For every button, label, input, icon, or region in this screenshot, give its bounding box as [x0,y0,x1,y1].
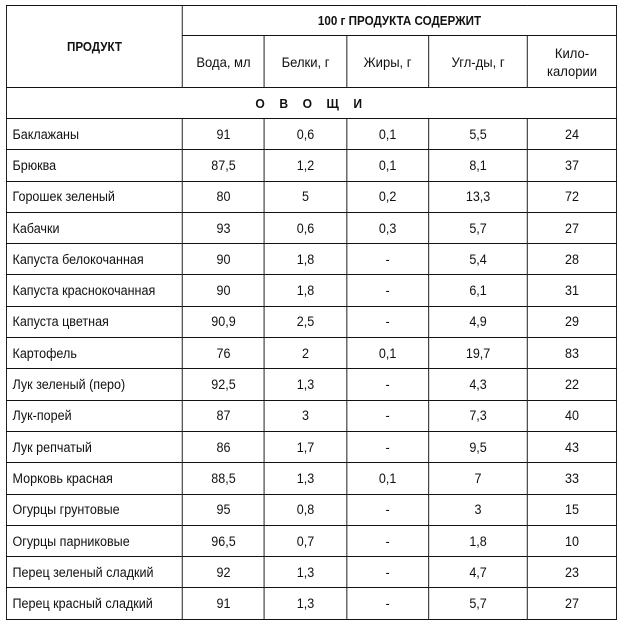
product-name: Перец красный сладкий [6,588,182,619]
table-row [6,181,616,212]
protein-cell: 0,7 [265,525,347,556]
section-vegetables: О В О Щ И [6,88,616,119]
water-cell: 90,9 [182,306,264,337]
protein-cell: 1,2 [265,150,347,181]
carbs-cell: 13,3 [429,181,528,212]
protein-cell: 1,3 [265,557,347,588]
fat-cell: 0,1 [347,338,429,369]
header-kcal: Кило- калории [527,36,616,88]
fat-cell: 0,2 [347,181,429,212]
carbs-cell: 5,4 [429,244,528,275]
water-cell: 91 [182,119,264,150]
header-water: Вода, мл [182,36,264,88]
water-cell: 96,5 [182,525,264,556]
water-cell: 87,5 [182,150,264,181]
nutrition-table-container [6,5,624,620]
fat-cell: - [347,588,429,619]
fat-cell: - [347,369,429,400]
carbs-cell: 19,7 [429,338,528,369]
kcal-cell: 37 [527,150,616,181]
fat-cell: 0,1 [347,463,429,494]
carbs-cell: 5,5 [429,119,528,150]
fat-cell: 0,3 [347,212,429,243]
kcal-cell: 15 [527,494,616,525]
kcal-cell: 33 [527,463,616,494]
carbs-cell: 4,7 [429,557,528,588]
table-row [6,400,616,431]
product-name: Огурцы парниковые [6,525,182,556]
kcal-cell: 83 [527,338,616,369]
carbs-cell: 4,3 [429,369,528,400]
table-row [6,150,616,181]
protein-cell: 1,7 [265,431,347,462]
carbs-cell: 9,5 [429,431,528,462]
fat-cell: - [347,400,429,431]
protein-cell: 0,6 [265,119,347,150]
water-cell: 95 [182,494,264,525]
water-cell: 92,5 [182,369,264,400]
kcal-cell: 10 [527,525,616,556]
table-header [6,6,616,88]
fat-cell: 0,1 [347,119,429,150]
table-row [6,431,616,462]
product-name: Перец зеленый сладкий [6,557,182,588]
carbs-cell: 1,8 [429,525,528,556]
water-cell: 88,5 [182,463,264,494]
fat-cell: - [347,431,429,462]
table-row [6,494,616,525]
product-name: Лук репчатый [6,431,182,462]
protein-cell: 1,3 [265,369,347,400]
fat-cell: - [347,557,429,588]
product-name: Лук зеленый (перо) [6,369,182,400]
kcal-cell: 43 [527,431,616,462]
water-cell: 76 [182,338,264,369]
header-carbs: Угл-ды, г [429,36,528,88]
table-row [6,369,616,400]
carbs-cell: 6,1 [429,275,528,306]
kcal-cell: 29 [527,306,616,337]
header-group: 100 г ПРОДУКТА СОДЕРЖИТ [182,6,616,36]
protein-cell: 1,3 [265,588,347,619]
header-fat: Жиры, г [347,36,429,88]
protein-cell: 2 [265,338,347,369]
water-cell: 91 [182,588,264,619]
kcal-cell: 22 [527,369,616,400]
water-cell: 90 [182,275,264,306]
fat-cell: - [347,525,429,556]
kcal-cell: 31 [527,275,616,306]
kcal-cell: 24 [527,119,616,150]
water-cell: 86 [182,431,264,462]
protein-cell: 1,8 [265,275,347,306]
carbs-cell: 7 [429,463,528,494]
table-row [6,244,616,275]
product-name: Кабачки [6,212,182,243]
fat-cell: - [347,494,429,525]
table-row [6,557,616,588]
product-name: Горошек зеленый [6,181,182,212]
table-body [6,88,616,620]
header-protein: Белки, г [265,36,347,88]
carbs-cell: 5,7 [429,212,528,243]
table-row [6,212,616,243]
fat-cell: - [347,275,429,306]
protein-cell: 0,8 [265,494,347,525]
table-row [6,338,616,369]
protein-cell: 1,3 [265,463,347,494]
carbs-cell: 4,9 [429,306,528,337]
product-name: Брюква [6,150,182,181]
kcal-cell: 27 [527,588,616,619]
carbs-cell: 5,7 [429,588,528,619]
product-name: Капуста цветная [6,306,182,337]
table-row [6,525,616,556]
kcal-cell: 72 [527,181,616,212]
table-row [6,306,616,337]
carbs-cell: 8,1 [429,150,528,181]
fat-cell: - [347,244,429,275]
product-name: Огурцы грунтовые [6,494,182,525]
table-row [6,463,616,494]
protein-cell: 1,8 [265,244,347,275]
kcal-cell: 40 [527,400,616,431]
product-name: Баклажаны [6,119,182,150]
carbs-cell: 7,3 [429,400,528,431]
protein-cell: 2,5 [265,306,347,337]
product-name: Капуста краснокочанная [6,275,182,306]
water-cell: 80 [182,181,264,212]
kcal-cell: 27 [527,212,616,243]
carbs-cell: 3 [429,494,528,525]
product-name: Картофель [6,338,182,369]
kcal-cell: 23 [527,557,616,588]
protein-cell: 0,6 [265,212,347,243]
water-cell: 87 [182,400,264,431]
protein-cell: 3 [265,400,347,431]
kcal-cell: 28 [527,244,616,275]
table-row [6,275,616,306]
nutrition-table [6,5,617,620]
table-row [6,119,616,150]
fat-cell: 0,1 [347,150,429,181]
table-row [6,588,616,619]
fat-cell: - [347,306,429,337]
header-product: ПРОДУКТ [6,6,182,88]
water-cell: 93 [182,212,264,243]
product-name: Морковь красная [6,463,182,494]
product-name: Капуста белокочанная [6,244,182,275]
water-cell: 90 [182,244,264,275]
protein-cell: 5 [265,181,347,212]
water-cell: 92 [182,557,264,588]
product-name: Лук-порей [6,400,182,431]
